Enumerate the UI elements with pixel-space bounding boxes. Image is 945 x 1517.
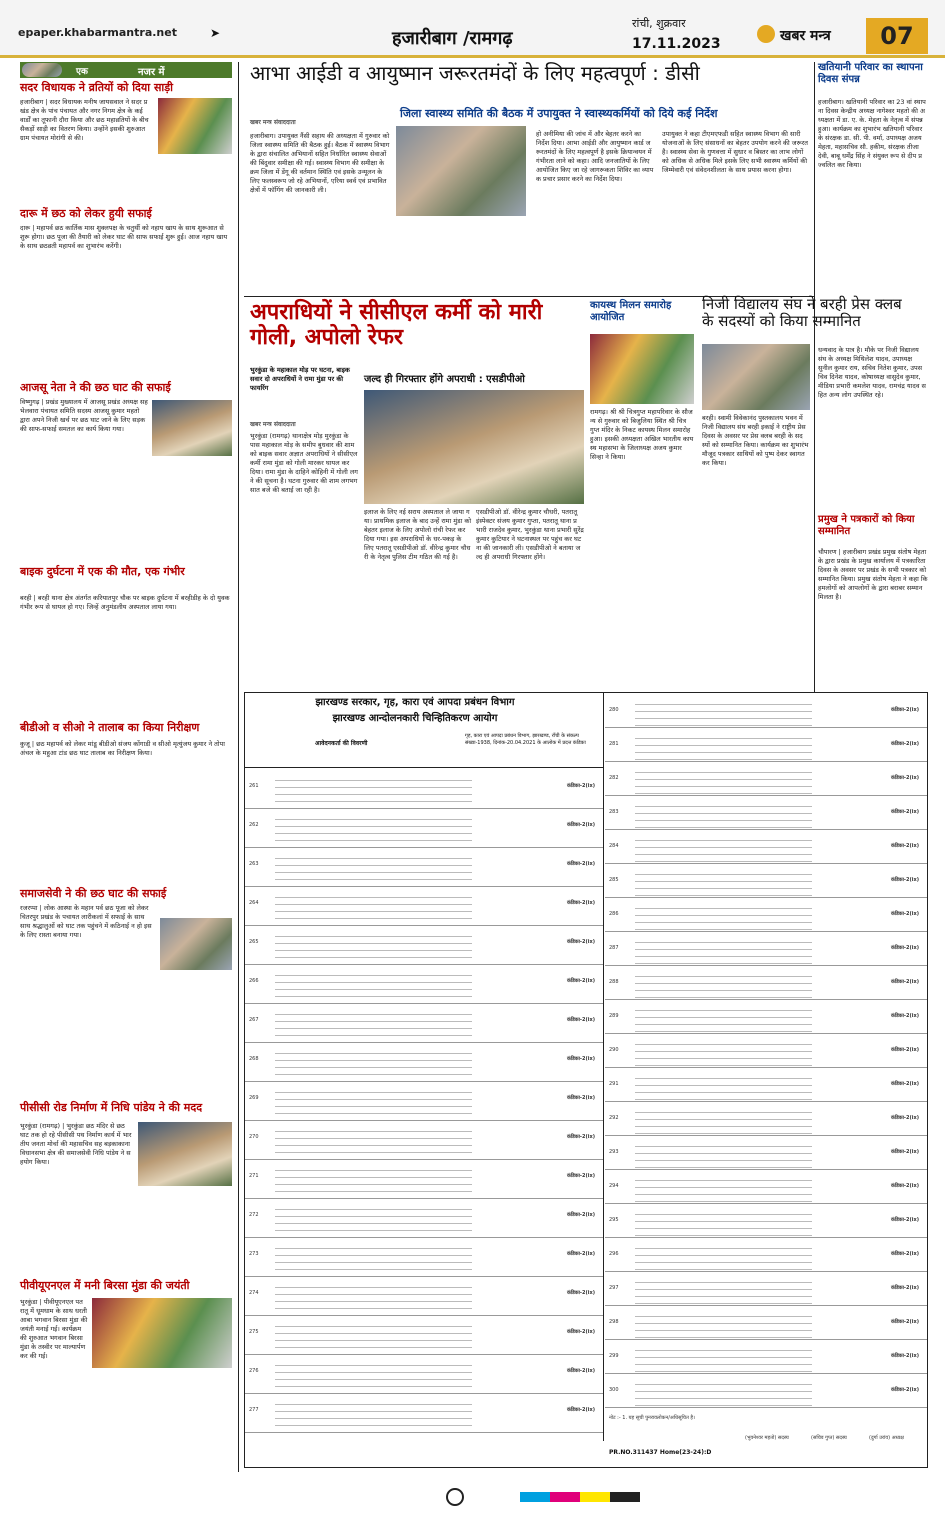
notice-row-number: 268 (249, 1056, 259, 1062)
lead-byline: खबर मन्त्र संवाददाता (250, 119, 296, 126)
notice-row-details (635, 1276, 812, 1304)
murder-body-2: इलाज के लिए नई सराय अस्पताल ले जाया गया। प्राथमिक इलाज के बाद उन्हें रामा मुंडा को बेहतर इलाज के लिए अपोलो रांची रेफर कर दिया गया। इस अपराधियों के धर-पकड़ के लिए पतरातू एसडीपीओ डॉ. वीरेन्द्र कुमार चौधरी के नेतृत्व पुलिस टीम गठित की गई है। (364, 508, 472, 561)
notice-row-number: 297 (609, 1285, 619, 1291)
notice-row-kandika: कंडिका-2(ix) (566, 1173, 595, 1179)
notice-row (605, 1001, 927, 1034)
notice-row-number: 283 (609, 809, 619, 815)
ek-nazar-tag (20, 62, 232, 78)
kayastha-headline: कायस्थ मिलन समारोह आयोजित (590, 300, 672, 323)
notice-row-kandika: कंडिका-2(ix) (566, 1095, 595, 1101)
notice-row (245, 1083, 603, 1121)
notice-row (245, 1356, 603, 1394)
notice-row-number: 276 (249, 1368, 259, 1374)
notice-row-kandika: कंडिका-2(ix) (566, 1212, 595, 1218)
lead-body-2: हो अनीमिया की जांच में और बेहतर करने का निर्देश दिया। आभा आईडी और आयुष्मान कार्ड जरूरतमंदों के लिए महत्वपूर्ण है इसके क्रियान्वयन में गंभीरता लाने को कहा। आदि जनजातियों के लिए आयोजित किए जा रहे जागरूकता शिविर का व्यापक प्रचार प्रसार करने का निर्देश दिया। (536, 130, 654, 183)
notice-row-kandika: कंडिका-2(ix) (890, 911, 919, 917)
notice-row (605, 695, 927, 728)
lead-headline: आभा आईडी व आयुष्मान जरूरतमंदों के लिए महत्वपूर्ण : डीसी (250, 61, 700, 85)
pramukh-headline: प्रमुख ने पत्रकारों को किया सम्मानित (818, 514, 915, 537)
kayastha-body: रामगढ़। श्री श्री चित्रगुप्त महापरिवार के सौजन्य से गुरुवार को बिजुलिया स्थित श्री चित्रगुप्त मंदिर के निकट कायस्थ मिलन समारोह हुआ। इसकी अध्यक्षता अखिल भारतीय कायस्थ महासभा के जिलाध्यक्ष अजय कुमार सिन्हा ने किया। (590, 408, 694, 461)
notice-row-details (275, 1125, 472, 1158)
notice-row-details (635, 766, 812, 794)
murder-body: भुरकुंडा (रामगढ़) थानाक्षेत्र मोड़ मुरकुंडा के पास महाकाल मोड़ के समीप बुधवार की शाम को बाइक सवार अज्ञात अपराधियों ने सीसीएल कर्मी रामा मुंडा को गोली मारकर घायल कर दिया। रामा मुंडा के दाहिने कोहिनी में गोली लगने की सूचना है। घटना गुरुवार की शाम लगभग सात बजे की बताई जा रही है। (250, 432, 358, 494)
notice-row-number: 270 (249, 1134, 259, 1140)
notice-sign-2: (सचिव गुप्त) सदस्य (811, 1435, 847, 1441)
lead-body: हजारीबाग। उपायुक्त नैंसी सहाय की अध्यक्षता में गुरुवार को जिला स्वास्थ्य समिति की बैठक हुई। बैठक में स्वास्थ्य विभाग के द्वारा संचालित अभियानों सहित निर्धारित स्वास्थ्य सेवाओं की बिंदुवार समीक्षा की गई। स्वास्थ्य विभाग की समीक्षा के क्रम जिला में डेंगू की वर्तमान स्थिति एवं इसके उन्मूलन के लिए फलस्वरूप जो रहे अभियानों, एरिया स्वर्व एवं प्रभावित क्षेत्रों में फॉगिंग की जानकारी ली। (250, 132, 390, 194)
notice-row-kandika: कंडिका-2(ix) (890, 1353, 919, 1359)
news-body: रजरप्पा | लोक आस्था के महान पर्व छठ पूजा को लेकर चितरपुर प्रखंड के पचायत लारीकलां में सफाई के साथ साथ श्रद्धालुओं को घाट तक पहुंचने में कठिनाई न हो इसके लिए रास्ता बनाया गया। (20, 904, 152, 939)
notice-row-kandika: कंडिका-2(ix) (890, 1013, 919, 1019)
notice-row-details (635, 1378, 812, 1406)
notice-row-details (275, 774, 472, 807)
murder-body-3: एसडीपीओ डॉ. वीरेन्द्र कुमार चौधरी, पतरातू इंस्पेक्टर संजय कुमार गुप्ता, पतरातू थाना प्रभारी राजदेव कुमार, भुरकुंडा थाना प्रभारी सुरेंद्र कुमार कुटियार ने घटनास्थल पर पहुंच कर घटना की जानकारी ली। एसडीपीओ ने बताया जल्द ही अपराधी गिरफ्तार होंगे। (476, 508, 584, 561)
notice-row (605, 1137, 927, 1170)
notice-row (605, 865, 927, 898)
news-photo (152, 400, 232, 456)
notice-row-number: 287 (609, 945, 619, 951)
notice-row-kandika: कंडिका-2(ix) (890, 843, 919, 849)
issue-date: 17.11.2023 (632, 36, 721, 52)
press-photo (702, 344, 810, 410)
murder-photo (364, 390, 584, 504)
notice-row-number: 275 (249, 1329, 259, 1335)
kayastha-photo (590, 334, 694, 404)
press-headline: निजी विद्यालय संघ ने बरही प्रेस क्लब के सदस्यों को किया सम्मानित (702, 295, 902, 331)
notice-row-kandika: कंडिका-2(ix) (890, 1183, 919, 1189)
tag-photo (22, 63, 62, 77)
registration-mark-icon (446, 1488, 464, 1506)
tag-label-1: एक (76, 67, 88, 77)
notice-row (605, 1103, 927, 1136)
notice-row-number: 266 (249, 978, 259, 984)
news-photo (158, 98, 232, 154)
murder-headline: अपराधियों ने सीसीएल कर्मी को मारी गोली, अपोलो रेफर (250, 300, 543, 351)
notice-row-number: 288 (609, 979, 619, 985)
city-day: रांची, शुक्रवार (632, 17, 686, 30)
news-body: भुरकुंडा (रामगढ़) | भुरकुंडा छठ मंदिर से छठ घाट तक हो रहे पीसीसी पथ निर्माण कार्य में भारतीय जनता मोर्चा की महासचिव सह बड़काकाना विधानसभा क्षेत्र की समाजसेवी निधि पांडेय ने सहयोग किया। (20, 1122, 132, 1166)
notice-title-2: झारखण्ड आन्दोलनकारी चिन्हितिकरण आयोग (332, 713, 498, 724)
notice-row (245, 1395, 603, 1433)
notice-row-details (635, 1344, 812, 1372)
notice-row-number: 291 (609, 1081, 619, 1087)
notice-row (605, 1035, 927, 1068)
notice-row-kandika: कंडिका-2(ix) (890, 1387, 919, 1393)
notice-row-number: 274 (249, 1290, 259, 1296)
notice-row (245, 1278, 603, 1316)
notice-row (245, 1239, 603, 1277)
notice-row-details (635, 1106, 812, 1134)
notice-row (605, 899, 927, 932)
notice-row-kandika: कंडिका-2(ix) (566, 1056, 595, 1062)
notice-row-details (275, 1281, 472, 1314)
notice-row-number: 277 (249, 1407, 259, 1413)
news-body: कुजू | छठ महापर्व को लेकर मांडू बीडीओ संजय कोंगाडी व सीओ मृत्युंजय कुमार ने तोपा अंचल के महुआ टांड छठ घाट तालाब का निरीक्षण किया। (20, 740, 225, 757)
notice-row-number: 261 (249, 783, 259, 789)
notice-row (245, 966, 603, 1004)
notice-row-details (635, 936, 812, 964)
notice-left-rows (245, 771, 603, 1441)
notice-row-details (635, 1208, 812, 1236)
notice-row-number: 272 (249, 1212, 259, 1218)
notice-row-number: 282 (609, 775, 619, 781)
notice-row-kandika: कंडिका-2(ix) (566, 1251, 595, 1257)
notice-row (245, 771, 603, 809)
notice-row-details (635, 1004, 812, 1032)
notice-row-kandika: कंडिका-2(ix) (566, 1368, 595, 1374)
column-divider (238, 62, 239, 1472)
notice-row-kandika: कंडिका-2(ix) (890, 1115, 919, 1121)
notice-row (605, 1273, 927, 1306)
notice-header-left: आवेदनकर्ता की विवरणी (315, 740, 368, 747)
notice-row-kandika: कंडिका-2(ix) (566, 1017, 595, 1023)
khatiyani-body: हजारीबाग। खतियानी परिवार का 23 वां स्थापना दिवस केन्द्रीय अध्यक्ष नागेश्वर महतो की अध्यक्षता में डा. ए. के. मेहता के नेतृत्व में संपन्न हुआ। कार्यक्रम का शुभारंभ खतियानी परिवार के संरक्षक डा. सी. पी. वर्मा, उपाध्यक्ष अजय मेहता, महासचिव सौ. हकीम, संरक्षक तीजा देवी, बाबू धर्मेंद्र सिंह ने संयुक्त रूप से दीप प्रज्वलित कर किया। (818, 98, 926, 169)
notice-row-number: 284 (609, 843, 619, 849)
notice-row-number: 290 (609, 1047, 619, 1053)
news-photo (92, 1298, 232, 1368)
notice-row-kandika: कंडिका-2(ix) (890, 979, 919, 985)
column-divider (814, 62, 815, 692)
notice-pr-number: PR.NO.311437 Home(23-24):D (609, 1449, 712, 1456)
news-headline: पीवीयूएनएल में मनी बिरसा मुंडा की जयंती (20, 1279, 190, 1292)
notice-row-number: 294 (609, 1183, 619, 1189)
notice-row-details (635, 834, 812, 862)
notice-row (605, 729, 927, 762)
notice-row-details (275, 1398, 472, 1431)
news-headline: बाइक दुर्घटना में एक की मौत, एक गंभीर (20, 565, 185, 578)
notice-row (605, 831, 927, 864)
notice-row (245, 810, 603, 848)
notice-row-kandika: कंडिका-2(ix) (566, 1134, 595, 1140)
murder-byline: खबर मन्त्र संवाददाता (250, 421, 296, 428)
notice-row-details (275, 969, 472, 1002)
notice-row (605, 967, 927, 1000)
notice-row-details (275, 1047, 472, 1080)
notice-row-details (635, 732, 812, 760)
notice-row-details (275, 852, 472, 885)
notice-row-kandika: कंडिका-2(ix) (890, 1081, 919, 1087)
notice-footer-note: नोट :- 1. यह सूची पुनरावलोकन/अधिसूचित है। (609, 1415, 695, 1421)
color-bar (520, 1492, 640, 1502)
news-headline: बीडीओ व सीओ ने तालाब का किया निरीक्षण (20, 721, 200, 734)
notice-row-details (275, 1359, 472, 1392)
notice-row (605, 1307, 927, 1340)
notice-row-number: 280 (609, 707, 619, 713)
news-photo (138, 1122, 232, 1186)
murder-sub-right: जल्द ही गिरफ्तार होंगे अपराधी : एसडीपीओ (364, 374, 525, 385)
notice-row-details (635, 1242, 812, 1270)
notice-row-number: 269 (249, 1095, 259, 1101)
notice-row-details (635, 1174, 812, 1202)
notice-row-kandika: कंडिका-2(ix) (566, 939, 595, 945)
notice-row-details (635, 698, 812, 726)
notice-row-number: 298 (609, 1319, 619, 1325)
notice-row-number: 295 (609, 1217, 619, 1223)
tag-label-2: नजर में (138, 67, 165, 78)
notice-row-details (275, 1320, 472, 1353)
notice-row-kandika: कंडिका-2(ix) (890, 877, 919, 883)
news-headline: पीसीसी रोड निर्माण में निधि पांडेय ने की मदद (20, 1101, 203, 1114)
notice-row (245, 1044, 603, 1082)
notice-row-details (275, 930, 472, 963)
news-body: बरही | बरही थाना क्षेत्र अंतर्गत करियातपुर चौक पर बाइक दुर्घटना में बरहीडीह के दो युवक गंभीर रूप से घायल हो गए। जिन्हें अनुमंडलीय अस्पताल लाया गया। (20, 594, 230, 611)
page-number: 07 (866, 18, 928, 54)
notice-row-details (275, 1008, 472, 1041)
brand-logo-icon (757, 25, 775, 43)
notice-row (245, 888, 603, 926)
notice-row-kandika: कंडिका-2(ix) (566, 1329, 595, 1335)
notice-row-details (635, 1038, 812, 1066)
lead-photo (396, 126, 526, 216)
notice-row-kandika: कंडिका-2(ix) (890, 775, 919, 781)
notice-row-kandika: कंडिका-2(ix) (566, 978, 595, 984)
notice-sign-1: (भुवनेश्वर महतो) सदस्य (745, 1435, 789, 1441)
notice-row-kandika: कंडिका-2(ix) (566, 783, 595, 789)
murder-sub-left: भुरकुंडा के महाकाल मोड़ पर घटना, बाइक सवार दो अपराधियों ने रामा मुंडा पर की फायरिंग (250, 366, 350, 392)
notice-row-number: 296 (609, 1251, 619, 1257)
notice-title-1: झारखण्ड सरकार, गृह, कारा एवं आपदा प्रबंधन विभाग (315, 697, 515, 708)
press-body: बरही। स्वामी विवेकानंद पुस्तकालय भवन में निजी विद्यालय संघ बरही इकाई ने राष्ट्रीय प्रेस दिवस के अवसर पर प्रेस क्लब बरही के सदस्यों को सम्मानित किया। कार्यक्रम का शुभारंभ मौजूद पत्रकार साथियों को पुष्प देकर स्वागत कर किया। (702, 414, 809, 467)
notice-center-divider (603, 693, 604, 1441)
news-headline: समाजसेवी ने की छठ घाट की सफाई (20, 887, 167, 900)
notice-row-details (635, 1140, 812, 1168)
notice-row (245, 1161, 603, 1199)
lead-subhead: जिला स्वास्थ्य समिति की बैठक में उपायुक्त ने स्वास्थ्यकर्मियों को दिये कई निर्देश (400, 107, 718, 120)
notice-row-details (635, 800, 812, 828)
notice-row (245, 1317, 603, 1355)
news-headline: आजसू नेता ने की छठ घाट की सफाई (20, 381, 171, 394)
news-body: हजारीबाग | सदर विधायक मनीष जायसवाल ने सदर प्रखंड क्षेत्र के पांच पंचायत और नगर निगम क्षेत्र के कई वार्डों का तूफानी दौरा किया और छठ महाव्रतियों के बीच सैकड़ों साड़ी का वितरण किया। उन्होंने इसकी शुरुआत ग्राम पंचायत मोरांगी से की। (20, 98, 149, 142)
notice-row (605, 1375, 927, 1408)
notice-row-kandika: कंडिका-2(ix) (566, 822, 595, 828)
notice-row-details (275, 1086, 472, 1119)
notice-row-details (635, 1072, 812, 1100)
notice-row-number: 286 (609, 911, 619, 917)
notice-row-details (275, 1164, 472, 1197)
notice-row (245, 927, 603, 965)
notice-row (245, 1200, 603, 1238)
epaper-url[interactable]: epaper.khabarmantra.net (18, 26, 177, 39)
notice-row-details (635, 868, 812, 896)
press-body-2: धन्यवाद के पात्र है। मौके पर निजी विद्यालय संघ के अध्यक्ष मिथिलेश यादव, उपाध्यक्ष सुनील कुमार राय, सचिव नितेश कुमार, उपसचिव दिनेश यादव, कोषाध्यक्ष वासुदेव कुमार, मीडिया प्रभारी कमलेश यादव, रामचंद्र यादव सहित अन्य लोग उपस्थित रहे। (818, 346, 926, 399)
notice-row (605, 1171, 927, 1204)
notice-row-kandika: कंडिका-2(ix) (890, 1251, 919, 1257)
notice-row-kandika: कंडिका-2(ix) (566, 900, 595, 906)
notice-row-kandika: कंडिका-2(ix) (890, 1047, 919, 1053)
notice-row-details (275, 813, 472, 846)
notice-row (605, 1239, 927, 1272)
notice-row-kandika: कंडिका-2(ix) (566, 1407, 595, 1413)
news-body: दारू | महापर्व छठ कार्तिक मास शुक्लपक्ष के चतुर्थी को नहाय खाय के साथ शुरूआत से शुरू होगा। छठ पूजा की तैयारी को लेकर घाट की साफ सफाई शुरू हुई। आज नहाय खाय के साथ छठव्रती महापर्व का शुभारंभ करेंगी। (20, 224, 228, 250)
brand-name: खबर मन्त्र (780, 28, 831, 44)
notice-row-number: 264 (249, 900, 259, 906)
news-body: विष्णुगढ़ | प्रखंड मुख्यालय में आजसू प्रखंड अध्यक्ष सह भेलवारा पंचायत समिति सदस्य आजसू कुमार महतो द्वारा अपने निजी खर्च पर छठ घाट जाने के लिए सड़क की साफ-सफाई समतल का कार्य किया गया। (20, 398, 148, 433)
cursor-icon: ➤ (210, 26, 221, 40)
news-headline: दारू में छठ को लेकर हुयी सफाई (20, 207, 152, 220)
notice-right-rows (605, 695, 927, 1413)
news-photo (160, 918, 232, 970)
notice-row (245, 849, 603, 887)
notice-row (605, 933, 927, 966)
notice-row-details (635, 970, 812, 998)
news-headline: सदर विधायक ने व्रतियों को दिया साड़ी (20, 81, 173, 94)
notice-row-details (275, 1242, 472, 1275)
notice-row (605, 797, 927, 830)
notice-row-details (635, 902, 812, 930)
notice-row-kandika: कंडिका-2(ix) (890, 707, 919, 713)
notice-row (245, 1005, 603, 1043)
notice-row-number: 285 (609, 877, 619, 883)
notice-row (605, 763, 927, 796)
left-column (20, 62, 232, 1472)
notice-row-kandika: कंडिका-2(ix) (566, 861, 595, 867)
notice-row (605, 1069, 927, 1102)
notice-row-kandika: कंडिका-2(ix) (890, 1149, 919, 1155)
notice-row-details (635, 1310, 812, 1338)
khatiyani-headline: खतियानी परिवार का स्थापना दिवस संपन्न (818, 62, 923, 85)
notice-row-number: 281 (609, 741, 619, 747)
notice-row-number: 263 (249, 861, 259, 867)
government-notice (244, 692, 928, 1468)
notice-row-kandika: कंडिका-2(ix) (890, 945, 919, 951)
notice-row-kandika: कंडिका-2(ix) (890, 741, 919, 747)
notice-row-kandika: कंडिका-2(ix) (890, 1285, 919, 1291)
notice-row-number: 292 (609, 1115, 619, 1121)
notice-row-details (275, 1203, 472, 1236)
notice-row-kandika: कंडिका-2(ix) (890, 1319, 919, 1325)
notice-row-number: 262 (249, 822, 259, 828)
notice-row-number: 265 (249, 939, 259, 945)
notice-sign-3: (दुर्गा उरांव) अध्यक्ष (869, 1435, 904, 1441)
lead-body-3: उपायुक्त ने कहा टीएमएफडी सहित स्वास्थ्य विभाग की सारी योजनाओं के लिए संसाधनों का बेहतर उपयोग करने की जरूरत है। स्वास्थ्य सेवा के गुणवत्ता में सुधार व बिस्तर का लाभ लोगों को अधिक से अधिक मिले इसके लिए सभी स्वास्थ्य कर्मियों की जिम्मेवारी एवं संवेदनशीलता के साथ प्रयास करना होगा। (662, 130, 808, 174)
notice-row-kandika: कंडिका-2(ix) (890, 809, 919, 815)
notice-row (605, 1341, 927, 1374)
notice-row-number: 267 (249, 1017, 259, 1023)
notice-row-number: 293 (609, 1149, 619, 1155)
section-title: हजारीबाग /रामगढ़ (392, 28, 513, 49)
notice-row (605, 1205, 927, 1238)
notice-header-right: गृह, कारा एवं आपदा प्रबंधन विभाग, झारखण्ड, राँची के संकल्प संख्या-1938, दिनांक-20.04.2021 के आलोक में प्रदत्त कंडिका (465, 733, 586, 746)
notice-row-kandika: कंडिका-2(ix) (890, 1217, 919, 1223)
notice-row-number: 273 (249, 1251, 259, 1257)
news-body: भुरकुंडा | पीवीयूएनएल पतरातू में धूमधाम के साथ धरती आबा भगवान बिरसा मुंडा की जयंती मनाई गई। कार्यक्रम की शुरुआत भगवान बिरसा मुंडा के तस्वीर पर माल्यार्पण कर की गई। (20, 1298, 88, 1360)
notice-row-details (275, 891, 472, 924)
pramukh-body: चौपारण | हजारीबाग प्रखंड प्रमुख संतोष मेहता के द्वारा प्रखंड के प्रमुख कार्यालय में पत्रकारिता दिवस के अवसर पर प्रखंड के सभी पत्रकार को सम्मानित किया। प्रमुख संतोष मेहता ने कहा कि हमलोगों को आपलोगों के द्वारा बराबर सम्मान मिलता है। (818, 548, 928, 601)
notice-row-number: 271 (249, 1173, 259, 1179)
notice-row-number: 299 (609, 1353, 619, 1359)
notice-header-line (245, 767, 603, 768)
notice-row-number: 289 (609, 1013, 619, 1019)
notice-row-number: 300 (609, 1387, 619, 1393)
notice-row-kandika: कंडिका-2(ix) (566, 1290, 595, 1296)
notice-row (245, 1122, 603, 1160)
